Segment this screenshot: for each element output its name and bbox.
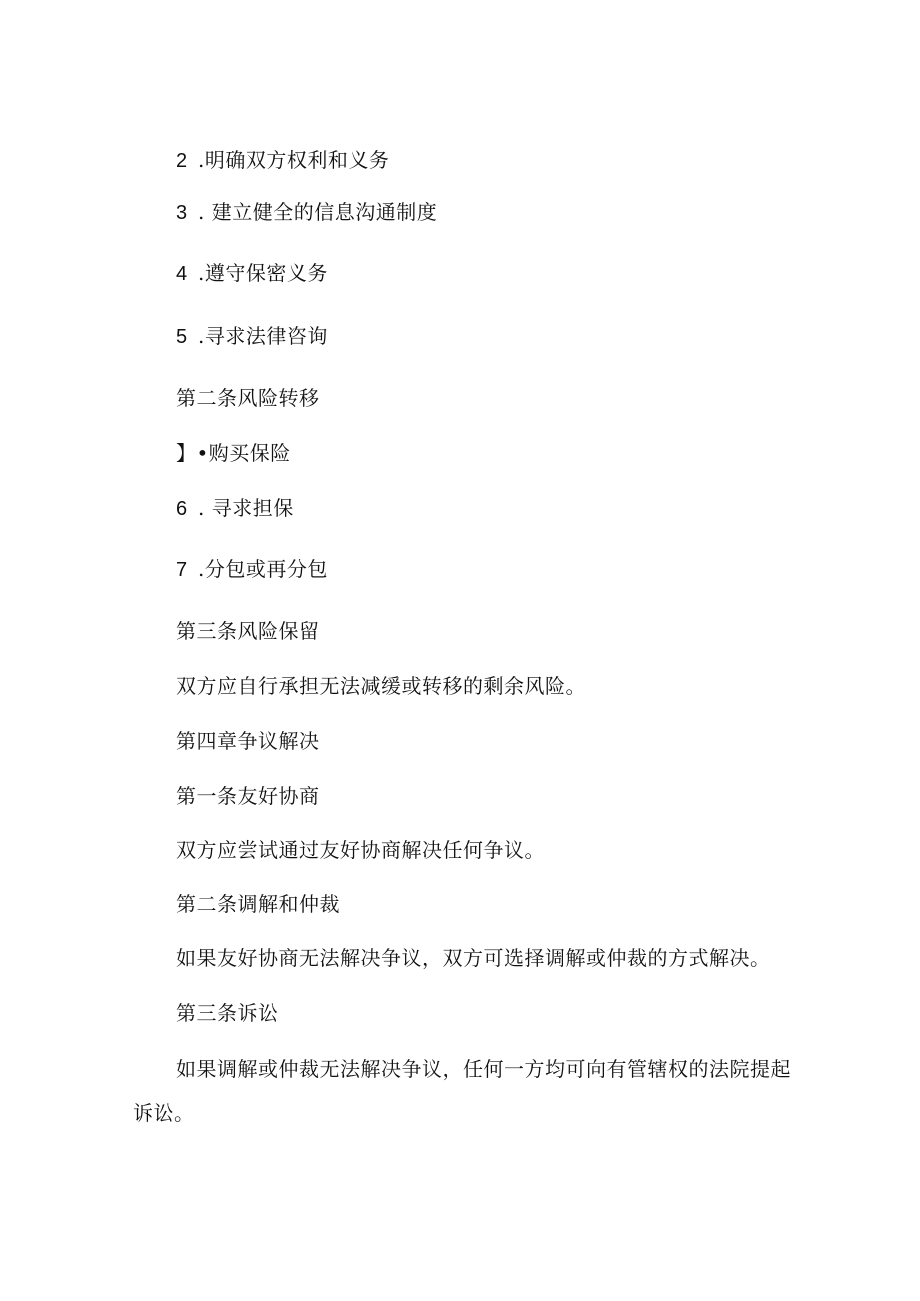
list-text: . 寻求担保 <box>198 496 294 520</box>
list-item <box>176 439 291 467</box>
list-number: 5 <box>176 326 188 348</box>
list-number: 3 <box>176 202 188 224</box>
list-text: .分包或再分包 <box>198 557 328 581</box>
list-text: .明确双方权利和义务 <box>198 148 390 172</box>
list-item <box>176 494 294 523</box>
section-heading-negotiation: 第一条友好协商 <box>176 784 320 808</box>
section-heading-risk-transfer: 第二条风险转移 <box>176 386 320 410</box>
list-text: .遵守保密义务 <box>198 261 328 285</box>
list-item <box>176 146 389 175</box>
list-text: . 建立健全的信息沟通制度 <box>198 200 438 224</box>
list-item <box>176 259 328 288</box>
paragraph-litigation-line1: 如果调解或仲裁无法解决争议，任何一方均可向有管辖权的法院提起 <box>176 1057 791 1081</box>
list-number: 2 <box>176 150 188 172</box>
list-text: •购买保险 <box>196 441 291 465</box>
chapter-heading-dispute: 第四章争议解决 <box>176 729 320 753</box>
list-item <box>176 555 328 584</box>
section-heading-mediation: 第二条调解和仲裁 <box>176 892 340 916</box>
paragraph-litigation-line2: 诉讼。 <box>133 1101 195 1125</box>
list-number: 】 <box>176 441 197 465</box>
paragraph-negotiation: 双方应尝试通过友好协商解决任何争议。 <box>176 838 545 862</box>
list-number: 7 <box>176 559 188 581</box>
list-number: 4 <box>176 263 188 285</box>
paragraph-retention: 双方应自行承担无法减缓或转移的剩余风险。 <box>176 674 586 698</box>
list-item <box>176 198 437 227</box>
list-number: 6 <box>176 498 188 520</box>
list-text: .寻求法律咨询 <box>198 324 328 348</box>
list-item <box>176 322 328 351</box>
section-heading-risk-retention: 第三条风险保留 <box>176 619 320 643</box>
section-heading-litigation: 第三条诉讼 <box>176 1001 279 1025</box>
paragraph-mediation: 如果友好协商无法解决争议，双方可选择调解或仲裁的方式解决。 <box>176 946 771 970</box>
